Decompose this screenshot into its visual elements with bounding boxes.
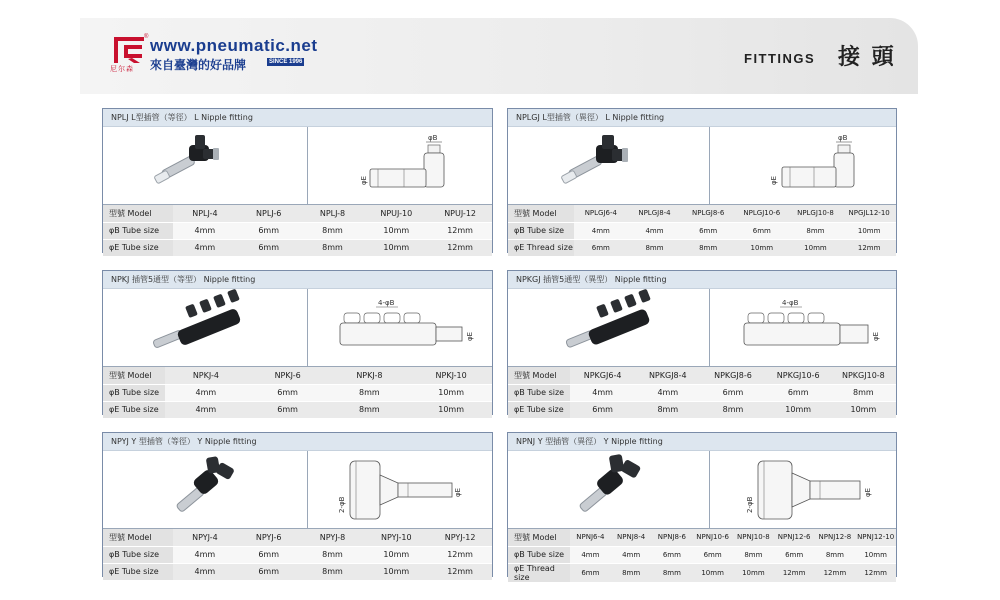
table-cell: NPKGJ6-4 bbox=[570, 367, 635, 384]
panel-nplg bbox=[507, 108, 897, 253]
row-label: φB Tube size bbox=[508, 546, 570, 563]
table-cell: NPYJ-8 bbox=[301, 529, 365, 546]
table-cell: 4mm bbox=[173, 222, 237, 239]
row-label: φB Tube size bbox=[103, 546, 173, 563]
dim-label-b: 2-φB bbox=[746, 496, 754, 513]
table-cell: 10mm bbox=[766, 401, 831, 418]
row-label: φE Thread size bbox=[508, 239, 574, 256]
y-fitting-photo-icon bbox=[103, 451, 308, 529]
table-cell: 12mm bbox=[774, 563, 815, 582]
dimension-drawing bbox=[308, 289, 492, 366]
table-row bbox=[508, 401, 896, 418]
row-label: 型號 Model bbox=[508, 205, 574, 222]
table-cell: 6mm bbox=[237, 222, 301, 239]
table-cell: 4mm bbox=[570, 384, 635, 401]
table-cell: NPNJ8-6 bbox=[652, 529, 693, 546]
table-cell: 8mm bbox=[652, 563, 693, 582]
table-cell: NPYJ-12 bbox=[428, 529, 492, 546]
table-cell: 6mm bbox=[652, 546, 693, 563]
dim-label-e: φE bbox=[454, 487, 462, 497]
table-cell: NPKJ-4 bbox=[165, 367, 247, 384]
table-cell: 8mm bbox=[681, 239, 735, 256]
row-label: φE Thread size bbox=[508, 563, 570, 582]
table-row bbox=[103, 239, 492, 256]
table-cell: NPLGJ6-4 bbox=[574, 205, 628, 222]
table-cell: NPYJ-6 bbox=[237, 529, 301, 546]
table-cell: 8mm bbox=[301, 546, 365, 563]
dim-label-e: φE bbox=[360, 175, 368, 185]
panel-npy bbox=[102, 432, 493, 577]
table-cell: 10mm bbox=[410, 401, 492, 418]
panel-title: NPKGJ 插管5通型（異型） Nipple fitting bbox=[508, 271, 896, 289]
table-row bbox=[103, 401, 492, 418]
page-title-en: FITTINGS bbox=[744, 51, 816, 66]
row-label: φB Tube size bbox=[103, 222, 173, 239]
table-cell: 4mm bbox=[165, 401, 247, 418]
table-row bbox=[103, 529, 492, 546]
table-cell: 8mm bbox=[301, 239, 365, 256]
table-cell: 6mm bbox=[700, 384, 765, 401]
table-row bbox=[103, 546, 492, 563]
table-cell: NPNJ6-4 bbox=[570, 529, 611, 546]
row-label: 型號 Model bbox=[103, 529, 173, 546]
table-cell: NPKJ-10 bbox=[410, 367, 492, 384]
table-cell: NPNJ12-10 bbox=[855, 529, 896, 546]
table-cell: 4mm bbox=[173, 563, 237, 580]
panel-npk bbox=[102, 270, 493, 415]
dim-label-e: φE bbox=[770, 175, 778, 185]
table-cell: NPUJ-10 bbox=[364, 205, 428, 222]
table-cell: 8mm bbox=[301, 222, 365, 239]
table-row bbox=[103, 563, 492, 580]
table-cell: 8mm bbox=[628, 239, 682, 256]
table-cell: NPKGJ10-6 bbox=[766, 367, 831, 384]
table-cell: NPNJ10-6 bbox=[692, 529, 733, 546]
product-photo bbox=[508, 451, 710, 528]
table-cell: 6mm bbox=[774, 546, 815, 563]
panel-title: NPLJ L型插管（等徑） L Nipple fitting bbox=[103, 109, 492, 127]
table-cell: 4mm bbox=[635, 384, 700, 401]
table-row bbox=[103, 384, 492, 401]
table-row bbox=[508, 384, 896, 401]
table-cell: 6mm bbox=[247, 401, 329, 418]
table-cell: NPLGJ8-4 bbox=[628, 205, 682, 222]
table-cell: 4mm bbox=[570, 546, 611, 563]
brand-slogan: 來自臺灣的好品牌 bbox=[150, 58, 247, 72]
table-cell: 8mm bbox=[301, 563, 365, 580]
table-cell: 6mm bbox=[237, 239, 301, 256]
table-cell: 10mm bbox=[855, 546, 896, 563]
spec-table bbox=[508, 367, 896, 419]
product-photo bbox=[103, 451, 308, 528]
table-row bbox=[508, 205, 896, 222]
manifold-fitting-photo-icon bbox=[508, 289, 710, 367]
table-cell: NPLJ-4 bbox=[173, 205, 237, 222]
row-label: φB Tube size bbox=[508, 384, 570, 401]
manifold-fitting-photo-icon bbox=[103, 289, 308, 367]
manifold-fitting-drawing-icon bbox=[710, 289, 896, 367]
table-cell: 10mm bbox=[789, 239, 843, 256]
table-cell: 6mm bbox=[574, 239, 628, 256]
product-photo bbox=[103, 127, 308, 204]
product-photo bbox=[508, 289, 710, 366]
table-cell: 10mm bbox=[364, 239, 428, 256]
table-cell: 10mm bbox=[364, 563, 428, 580]
panel-title: NPKJ 插管5通型（等型） Nipple fitting bbox=[103, 271, 492, 289]
table-row bbox=[508, 546, 896, 563]
dimension-drawing bbox=[308, 127, 492, 204]
table-cell: NPKJ-6 bbox=[247, 367, 329, 384]
dim-label-b: 2-φB bbox=[338, 496, 346, 513]
table-cell: 10mm bbox=[692, 563, 733, 582]
logo-subtitle: 尼尔森 bbox=[110, 65, 134, 73]
table-row bbox=[508, 563, 896, 582]
table-row bbox=[103, 367, 492, 384]
dim-label-b: 4-φB bbox=[378, 299, 395, 307]
spec-table bbox=[103, 529, 492, 581]
spec-table bbox=[508, 205, 896, 257]
table-cell: 12mm bbox=[428, 239, 492, 256]
table-row bbox=[508, 239, 896, 256]
row-label: 型號 Model bbox=[103, 205, 173, 222]
table-cell: NPKJ-8 bbox=[329, 367, 411, 384]
table-cell: NPNJ12-6 bbox=[774, 529, 815, 546]
table-cell: 6mm bbox=[570, 401, 635, 418]
table-cell: 4mm bbox=[611, 546, 652, 563]
row-label: 型號 Model bbox=[508, 529, 570, 546]
dim-label-b: 4-φB bbox=[782, 299, 799, 307]
table-cell: 8mm bbox=[700, 401, 765, 418]
table-cell: 8mm bbox=[733, 546, 774, 563]
table-cell: NPUJ-12 bbox=[428, 205, 492, 222]
panel-title: NPYJ Y 型插管（等徑） Y Nipple fitting bbox=[103, 433, 492, 451]
registered-mark: ® bbox=[144, 34, 149, 40]
table-cell: 8mm bbox=[329, 401, 411, 418]
dim-label-b: φB bbox=[428, 134, 438, 142]
table-cell: 10mm bbox=[364, 222, 428, 239]
row-label: 型號 Model bbox=[103, 367, 165, 384]
product-photo bbox=[103, 289, 308, 366]
row-label: φE Tube size bbox=[103, 401, 165, 418]
y-fitting-photo-icon bbox=[508, 451, 710, 529]
spec-table bbox=[103, 367, 492, 419]
table-cell: NPKGJ10-8 bbox=[831, 367, 896, 384]
manifold-fitting-drawing-icon bbox=[308, 289, 492, 367]
table-cell: 8mm bbox=[611, 563, 652, 582]
table-row bbox=[103, 205, 492, 222]
panel-npkg bbox=[507, 270, 897, 415]
row-label: φE Tube size bbox=[103, 239, 173, 256]
table-row bbox=[508, 367, 896, 384]
row-label: 型號 Model bbox=[508, 367, 570, 384]
table-cell: NPYJ-4 bbox=[173, 529, 237, 546]
table-row bbox=[103, 222, 492, 239]
table-cell: NPYJ-10 bbox=[364, 529, 428, 546]
dim-label-e: φE bbox=[466, 331, 474, 341]
page-title-zh: 接 頭 bbox=[838, 45, 896, 70]
dimension-drawing bbox=[710, 451, 896, 528]
table-cell: NPNJ8-4 bbox=[611, 529, 652, 546]
y-fitting-drawing-icon bbox=[710, 451, 896, 529]
table-row bbox=[508, 222, 896, 239]
table-cell: 10mm bbox=[831, 401, 896, 418]
row-label: φB Tube size bbox=[508, 222, 574, 239]
table-cell: NPLJ-6 bbox=[237, 205, 301, 222]
table-cell: 4mm bbox=[574, 222, 628, 239]
table-cell: 8mm bbox=[831, 384, 896, 401]
table-cell: 10mm bbox=[364, 546, 428, 563]
table-cell: 6mm bbox=[735, 222, 789, 239]
panel-npl bbox=[102, 108, 493, 253]
table-cell: NPLJ-8 bbox=[301, 205, 365, 222]
spec-table bbox=[508, 529, 896, 583]
table-cell: 12mm bbox=[815, 563, 856, 582]
table-cell: NPKGJ8-6 bbox=[700, 367, 765, 384]
l-fitting-photo-icon bbox=[508, 127, 710, 205]
spec-table bbox=[103, 205, 492, 257]
table-cell: 12mm bbox=[842, 239, 896, 256]
row-label: φE Tube size bbox=[103, 563, 173, 580]
table-cell: 6mm bbox=[692, 546, 733, 563]
table-cell: 6mm bbox=[681, 222, 735, 239]
table-cell: 6mm bbox=[237, 563, 301, 580]
row-label: φB Tube size bbox=[103, 384, 165, 401]
since-badge: SINCE 1996 bbox=[269, 59, 303, 65]
table-cell: 12mm bbox=[855, 563, 896, 582]
brand-logo-icon bbox=[112, 34, 149, 64]
table-cell: 8mm bbox=[815, 546, 856, 563]
table-cell: 4mm bbox=[173, 546, 237, 563]
table-cell: 6mm bbox=[570, 563, 611, 582]
table-cell: NPLGJ8-6 bbox=[681, 205, 735, 222]
table-cell: 8mm bbox=[635, 401, 700, 418]
table-cell: 10mm bbox=[842, 222, 896, 239]
dimension-drawing bbox=[710, 289, 896, 366]
table-cell: 8mm bbox=[789, 222, 843, 239]
table-cell: 10mm bbox=[410, 384, 492, 401]
table-cell: NPLGJ10-8 bbox=[789, 205, 843, 222]
l-fitting-photo-icon bbox=[103, 127, 308, 205]
dim-label-e: φE bbox=[872, 331, 880, 341]
brand-url[interactable]: www.pneumatic.net bbox=[150, 36, 318, 55]
table-cell: NPNJ12-8 bbox=[815, 529, 856, 546]
table-cell: NPGJL12-10 bbox=[842, 205, 896, 222]
product-photo bbox=[508, 127, 710, 204]
row-label: φE Tube size bbox=[508, 401, 570, 418]
panel-title: NPNJ Y 型插管（異徑） Y Nipple fitting bbox=[508, 433, 896, 451]
panel-npn bbox=[507, 432, 897, 582]
table-cell: NPKGJ8-4 bbox=[635, 367, 700, 384]
table-cell: 6mm bbox=[766, 384, 831, 401]
table-cell: 12mm bbox=[428, 222, 492, 239]
table-cell: NPLGJ10-6 bbox=[735, 205, 789, 222]
dimension-drawing bbox=[710, 127, 896, 204]
l-fitting-drawing-icon bbox=[710, 127, 896, 205]
table-cell: 10mm bbox=[733, 563, 774, 582]
table-cell: 10mm bbox=[735, 239, 789, 256]
dim-label-b: φB bbox=[838, 134, 848, 142]
table-cell: 6mm bbox=[247, 384, 329, 401]
dimension-drawing bbox=[308, 451, 492, 528]
y-fitting-drawing-icon bbox=[308, 451, 492, 529]
panel-title: NPLGJ L型插管（異徑） L Nipple fitting bbox=[508, 109, 896, 127]
table-row bbox=[508, 529, 896, 546]
l-fitting-drawing-icon bbox=[308, 127, 492, 205]
table-cell: 8mm bbox=[329, 384, 411, 401]
table-cell: NPNJ10-8 bbox=[733, 529, 774, 546]
table-cell: 4mm bbox=[165, 384, 247, 401]
dim-label-e: φE bbox=[864, 487, 872, 497]
table-cell: 4mm bbox=[628, 222, 682, 239]
table-cell: 12mm bbox=[428, 546, 492, 563]
table-cell: 6mm bbox=[237, 546, 301, 563]
table-cell: 12mm bbox=[428, 563, 492, 580]
table-cell: 4mm bbox=[173, 239, 237, 256]
